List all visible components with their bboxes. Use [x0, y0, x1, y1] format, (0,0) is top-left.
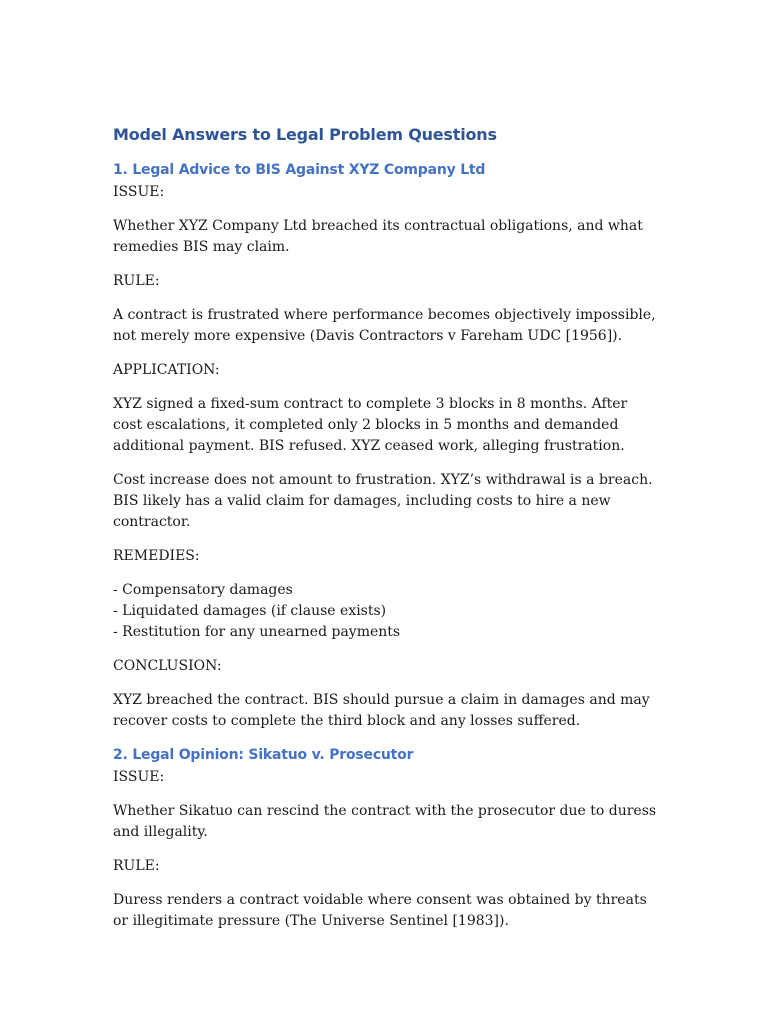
remedies-list-item: - Liquidated damages (if clause exists) [113, 603, 387, 619]
rule-label: RULE: [113, 858, 160, 874]
rule-text: A contract is frustrated where performance becomes objectively impossible, not merely more expensive (Davis Contractors v Fareham UDC [1956]). [113, 307, 656, 344]
section-1 [113, 160, 658, 732]
issue-text: Whether Sikatuo can rescind the contract with the prosecutor due to duress and illegality. [113, 803, 657, 840]
rule-text: Duress renders a contract voidable where consent was obtained by threats or illegitimate pressure (The Universe Sentinel [1983]). [113, 892, 647, 929]
application-text-2: Cost increase does not amount to frustration. XYZ’s withdrawal is a breach. BIS likely has a valid claim for damages, including costs to hire a new contractor. [113, 472, 653, 530]
application-text-1: XYZ signed a fixed-sum contract to complete 3 blocks in 8 months. After cost escalations, it completed only 2 blocks in 5 months and demanded additional payment. BIS refused. XYZ ceased work, alleging frustration. [113, 396, 628, 454]
remedies-list-item: - Compensatory damages [113, 582, 293, 598]
document-page [113, 124, 658, 945]
section-2 [113, 745, 658, 932]
rule-label: RULE: [113, 273, 160, 289]
document-title: Model Answers to Legal Problem Questions [113, 125, 497, 144]
remedies-label: REMEDIES: [113, 548, 200, 564]
issue-label: ISSUE: [113, 184, 165, 200]
issue-text: Whether XYZ Company Ltd breached its contractual obligations, and what remedies BIS may claim. [113, 218, 643, 255]
section-2-heading: 2. Legal Opinion: Sikatuo v. Prosecutor [113, 747, 414, 763]
section-1-heading: 1. Legal Advice to BIS Against XYZ Company Ltd [113, 162, 486, 178]
remedies-list [113, 580, 658, 643]
issue-label: ISSUE: [113, 769, 165, 785]
conclusion-label: CONCLUSION: [113, 658, 222, 674]
remedies-list-item: - Restitution for any unearned payments [113, 624, 401, 640]
conclusion-text: XYZ breached the contract. BIS should pursue a claim in damages and may recover costs to complete the third block and any losses suffered. [113, 692, 650, 729]
application-label: APPLICATION: [113, 362, 220, 378]
